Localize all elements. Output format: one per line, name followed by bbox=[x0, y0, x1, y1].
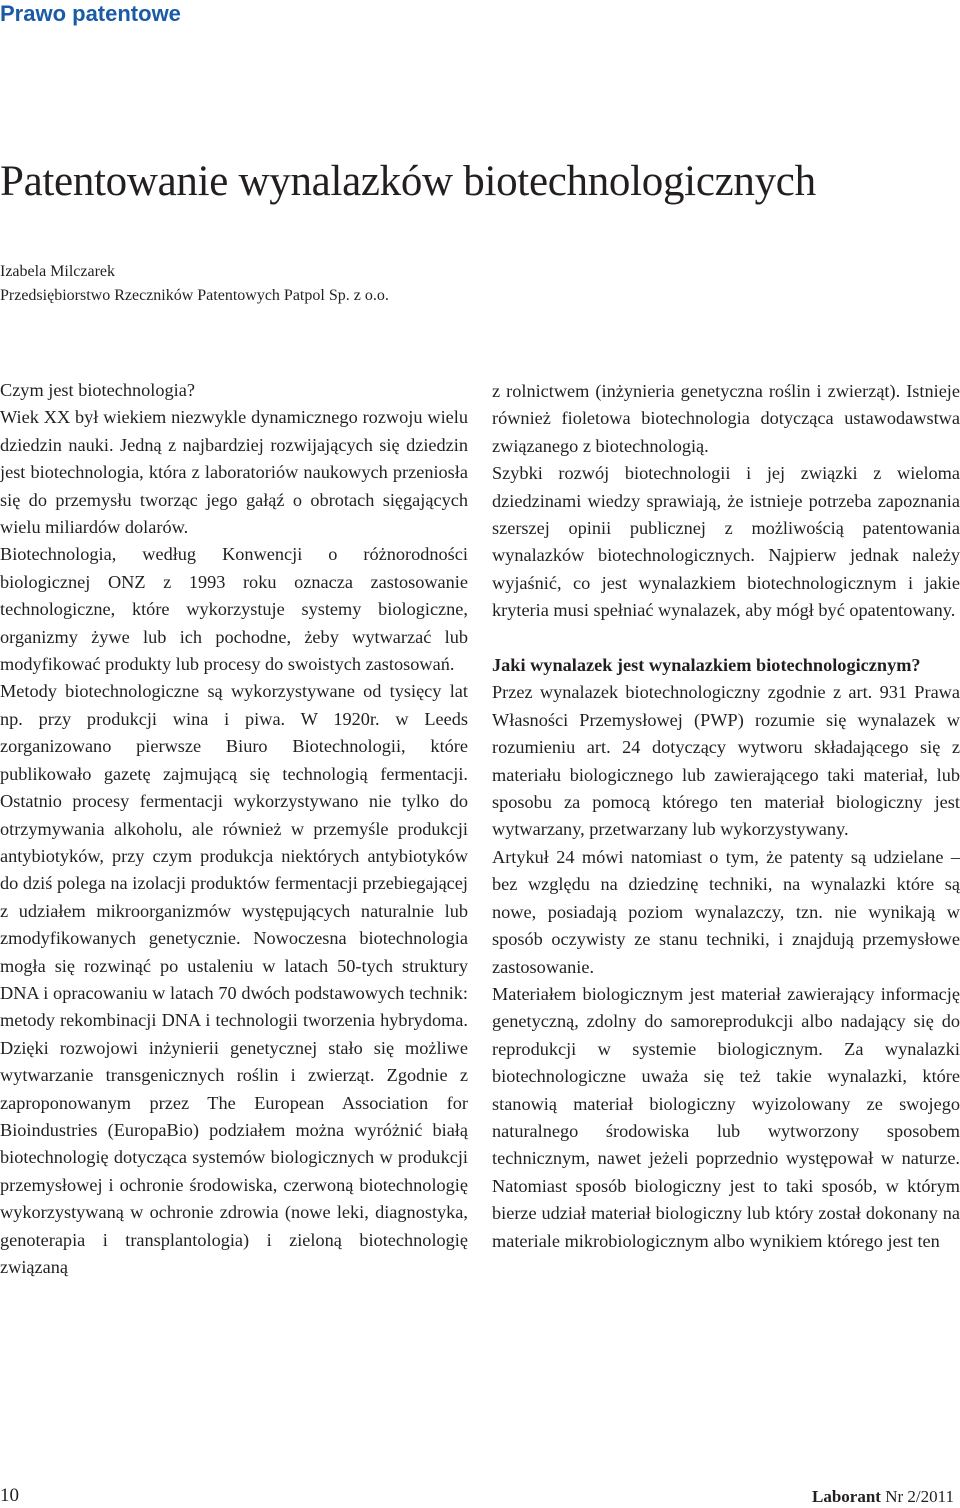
paragraph: Materiałem biologicznym jest materiał zawierający informację genetyczną, zdolny do samoreprodukcji albo nadający się do reprodukcji w systemie biologicznym. Za wynalazki biotechnologiczne uważa się też takie wynalazki, które stanowią materiał biologiczny wyizolowany ze swojego naturalnego środowiska lub wytworzony sposobem technicznym, nawet jeżeli poprzednio występował w naturze. Natomiast sposób biologiczny jest to taki sposób, w którym bierze udział materiał biologiczny lub który został dokonany na materiale mikrobiologicznym albo wynikiem którego jest ten bbox=[492, 983, 960, 1251]
left-column bbox=[0, 377, 468, 1281]
paragraph: Wiek XX był wiekiem niezwykle dynamicznego rozwoju wielu dziedzin nauki. Jedną z najbardziej rozwijających się dziedzin jest biotechnologia, która z laboratoriów naukowych przeniosła się do przemysłu tworząc jego gałąź o obrotach sięgających wielu miliardów dolarów. bbox=[0, 407, 468, 538]
paragraph: Przez wynalazek biotechnologiczny zgodnie z art. 931 Prawa Własności Przemysłowej (PWP) rozumie się wynalazek w rozumieniu art. 24 dotyczący wytworu składającego się z materiału biologicznego lub zawierającego taki materiał, lub sposobu za pomocą którego ten materiał biologiczny jest wytwarzany, przetwarzany lub wykorzystywany. bbox=[492, 682, 960, 840]
paragraph: Artykuł 24 mówi natomiast o tym, że patenty są udzielane – bez względu na dziedzinę techniki, na wynalazki które są nowe, posiadają poziom wynalazczy, tzn. nie wynikają w sposób oczywisty ze stanu techniki, i znajdują przemysłowe zastosowanie. bbox=[492, 846, 960, 977]
page-number: 10 bbox=[0, 1485, 19, 1506]
journal-footer bbox=[812, 1486, 954, 1508]
paragraph: Metody biotechnologiczne są wykorzystywane od tysięcy lat np. przy produkcji wina i piwa. W 1920r. w Leeds zorganizowano pierwsze Biuro Biotechnologii, które publikowało gazetę zajmującą się technologią fermentacji. Ostatnio procesy fermentacji wykorzystywano nie tylko do otrzymywania alkoholu, ale również w przemyśle produkcji antybiotyków, przy czym produkcja niektórych antybiotyków do dziś polega na izolacji produktów fermentacji przebiegającej z udziałem mikroorganizmów występujących naturalnie lub zmodyfikowanych genetycznie. Nowoczesna biotechnologia mogła się rozwinąć po ustaleniu w latach 50-tych struktury DNA i opracowaniu w latach 70 dwóch podstawowych technik: metody rekombinacji DNA i technologii tworzenia hybrydoma. Dzięki rozwojowi inżynierii genetycznej stało się możliwe wytwarzanie transgenicznych roślin i zwierząt. Zgodnie z zaproponowanym przez The European Association for Bioindustries (EuropaBio) podziałem można wyróżnić białą biotechnologię dotycząca systemów biologicznych w produkcji przemysłowej i ochronie środowiska, czerwoną biotechnologię wykorzystywaną w ochronie zdrowia (nowe leki, diagnostyka, genoterapia i transplantologia) i zieloną biotechnologię związaną bbox=[0, 681, 468, 1277]
right-column bbox=[492, 378, 960, 1255]
paragraph: Biotechnologia, według Konwencji o różnorodności biologicznej ONZ z 1993 roku oznacza zastosowanie technologiczne, które wykorzystuje systemy biologiczne, organizmy żywe lub ich pochodne, żeby wytwarzać lub modyfikować produkty lub procesy do swoistych zastosowań. bbox=[0, 544, 468, 675]
article-title: Patentowanie wynalazków biotechnologicznych bbox=[0, 158, 816, 205]
section-heading-what-is-biotech: Czym jest biotechnologia? bbox=[0, 380, 195, 400]
section-heading-biotech-invention: Jaki wynalazek jest wynalazkiem biotechnologicznym? bbox=[492, 655, 921, 676]
author-affiliation: Przedsiębiorstwo Rzeczników Patentowych Patpol Sp. z o.o. bbox=[0, 287, 389, 304]
paragraph-spacer bbox=[492, 625, 960, 652]
journal-issue: Nr 2/2011 bbox=[885, 1487, 954, 1506]
paragraph: z rolnictwem (inżynieria genetyczna roślin i zwierząt). Istnieje również fioletowa biotechnologia dotycząca ustawodawstwa związanego z biotechnologią. bbox=[492, 381, 960, 456]
paragraph: Szybki rozwój biotechnologii i jej związki z wieloma dziedzinami wiedzy sprawiają, że istnieje potrzeba zapoznania szerszej opinii publicznej z możliwością patentowania wynalazków biotechnologicznych. Najpierw jednak należy wyjaśnić, co jest wynalazkiem biotechnologicznym i jakie kryteria musi spełniać wynalazek, aby mógł być opatentowany. bbox=[492, 463, 960, 621]
journal-name: Laborant bbox=[812, 1487, 881, 1506]
author-name: Izabela Milczarek bbox=[0, 263, 116, 280]
author-block bbox=[0, 260, 389, 308]
section-label: Prawo patentowe bbox=[0, 1, 181, 26]
